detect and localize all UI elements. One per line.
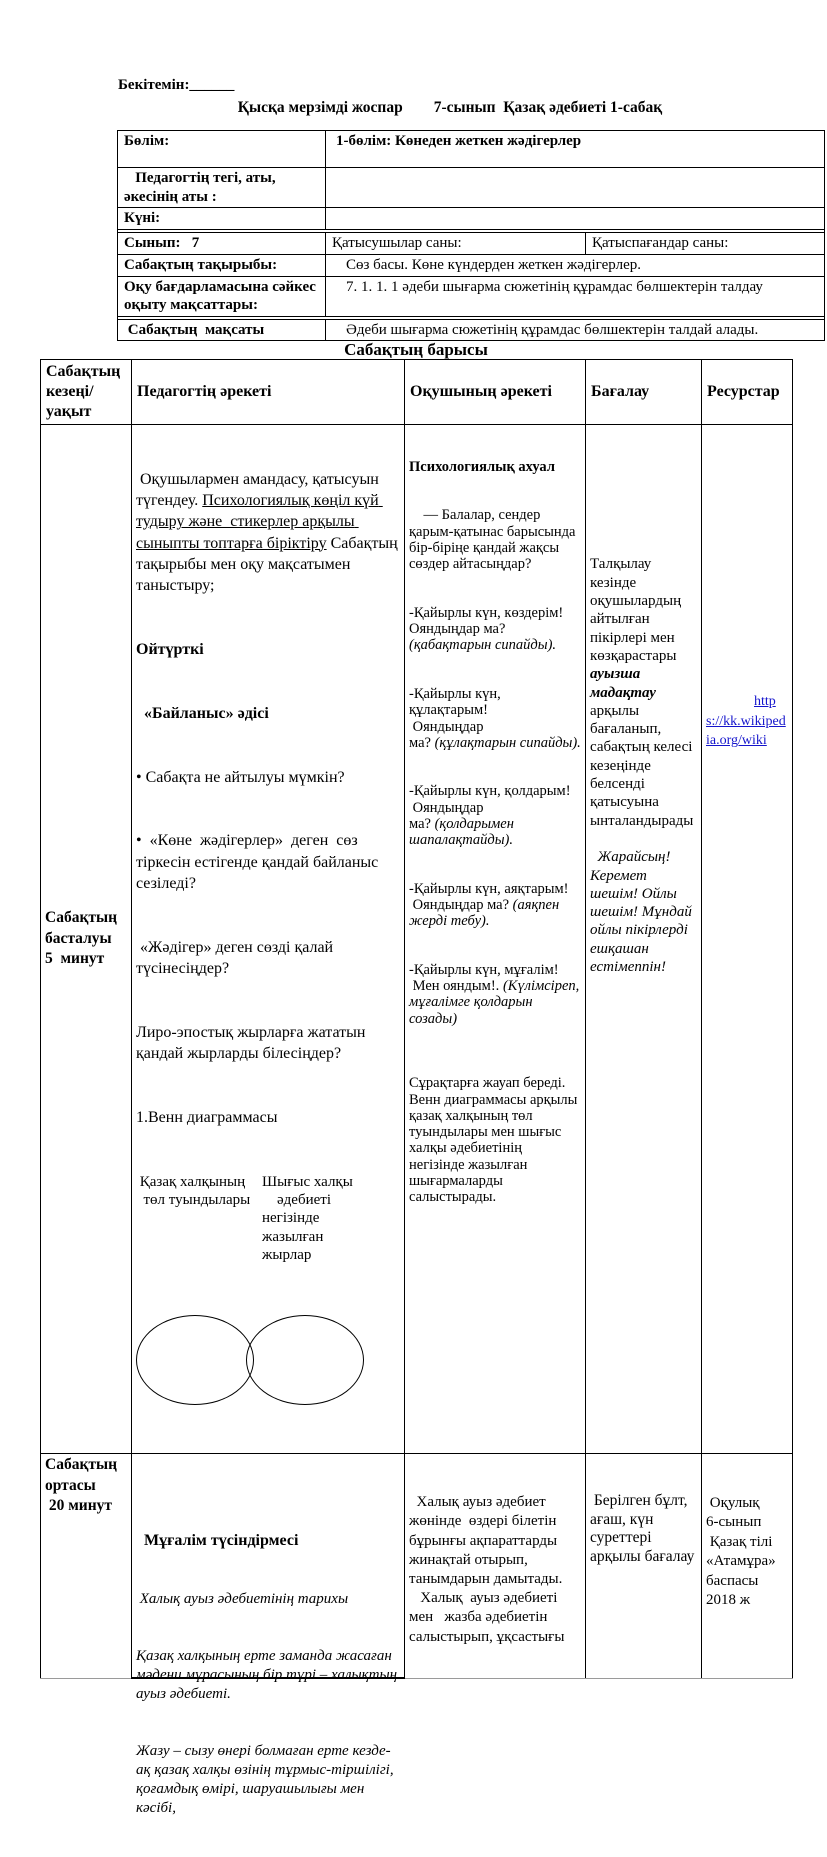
resources-cell-row1: [702, 425, 793, 1454]
oral-praise-emphasis: ауызша мадақтау: [590, 666, 656, 701]
assessment-cell-row1: Талқылау кезінде оқушылардың айтылған пікірлері мен көзқарастары ауызша мадақтау арқылы бағаланып, сабақтың келесі кезеңінде белсенді қатысуына ынталандырады Жарайсың! Керемет шешім! Ойлы шешім! Мұндай ойлы пікірлерді ешқашан естімеппін!: [586, 425, 702, 1454]
teacher-intro: Оқушылармен амандасу, қатысуын түгендеу. Психологиялық көңіл күй тудыру және стикерлер арқылы сыныпты топтарға біріктіру Сабақтың тақырыбы мен оқу мақсатымен таныстыру;: [136, 470, 402, 595]
info-value: Сөз басы. Көне күндерден жеткен жәдігерлер.: [326, 254, 825, 276]
info-value: Әдеби шығарма сюжетінің құрамдас бөлшектерін талдай алады.: [326, 319, 825, 341]
info-value-absentees: Қатыспағандар саны:: [586, 232, 825, 254]
question-4: Лиро-эпостық жырларға жататын қандай жырларды білесіңдер?: [136, 1023, 370, 1062]
question-1: • Сабақта не айтылуы мүмкін?: [136, 768, 345, 786]
lesson-header-row: [41, 360, 793, 425]
psych-heading: Психологиялық ахуал: [409, 458, 555, 475]
dialog-line-3: -Қайырлы күн, қолдарым! Ояндыңдар ма? (қолдарымен шапалақтайды).: [409, 783, 571, 849]
info-label: Сабақтың мақсаты: [118, 319, 326, 341]
info-row-teacher-name: [118, 168, 825, 208]
info-row-topic: [118, 254, 825, 276]
wiki-link[interactable]: https://kk.wikipedia.org/wiki: [706, 694, 786, 749]
student-intro: — Балалар, сендер қарым-қатынас барысында бір-біріңе қандай жақсы сөздер айтасыңдар?: [409, 507, 580, 573]
info-label: Күні:: [118, 208, 326, 230]
info-value: 7. 1. 1. 1 әдеби шығарма сюжетінің құрамдас бөлшектерін талдау: [326, 276, 825, 316]
venn-circle-left: [136, 1315, 254, 1405]
header-resources: Ресурстар: [702, 360, 793, 425]
info-value: 1-бөлім: Көнеден жеткен жәдігерлер: [326, 131, 825, 168]
info-row-date: [118, 208, 825, 230]
explanation-paragraph-1: Қазақ халқының ерте заманда жасаған мәдени мұрасының бір түрі – халықтың ауыз әдебиеті.: [136, 1648, 401, 1703]
info-value: [326, 168, 825, 208]
teacher-cell-row1: [132, 425, 405, 1454]
header-assessment: Бағалау: [586, 360, 702, 425]
stage-cell-row1: Сабақтың басталуы 5 минут: [41, 425, 132, 1454]
stage-cell-row2: Сабақтың ортасы 20 минут: [41, 1453, 132, 1678]
dialog-line-1: -Қайырлы күн, көздерім! Ояндыңдар ма? (қабақтарын сипайды).: [409, 604, 567, 654]
info-value: [326, 208, 825, 230]
approve-line: Бекітемін:______: [118, 77, 235, 93]
prompt-title: Ойтүрткі: [136, 640, 204, 658]
info-label: Оқу бағдарламасына сәйкес оқыту мақсаттары:: [118, 276, 326, 316]
info-table: [117, 130, 825, 341]
lesson-row-middle: [41, 1453, 793, 1678]
venn-label-right: Шығыс халқы әдебиеті негізінде жазылған жырлар: [262, 1173, 353, 1264]
venn-label-left: Қазақ халқының төл туындылары: [139, 1173, 251, 1209]
info-row-objectives: [118, 276, 825, 316]
dialog-line-2: -Қайырлы күн, құлақтарым! Ояндыңдар ма? (құлақтарын сипайды).: [409, 686, 581, 751]
header-teacher-action: Педагогтің әрекеті: [132, 360, 405, 425]
venn-circle-right: [246, 1315, 364, 1405]
info-value-attendees: Қатысушылар саны:: [326, 232, 586, 254]
header-student-action: Оқушының әрекеті: [405, 360, 586, 425]
method-title: «Байланыс» әдісі: [136, 704, 269, 722]
doc-title: Қысқа мерзімді жоспар 7-сынып Қазақ әдебиеті 1-сабақ: [237, 98, 663, 116]
info-label: Бөлім:: [118, 131, 326, 168]
teacher-explanation-heading: Мұғалім түсіндірмесі: [136, 1532, 299, 1550]
oral-literature-history-title: Халық ауыз әдебиетінің тарихы: [136, 1590, 349, 1607]
venn-labels: [136, 1173, 400, 1265]
student-summary: Сұрақтарға жауап береді. Венн диаграммасы арқылы қазақ халқының төл туындылары мен шығыс халқы әдебиетінің негізінде жазылған шығармаларды салыстырады.: [409, 1075, 582, 1206]
info-label: Сынып: 7: [118, 232, 326, 254]
info-row-goal: [118, 319, 825, 341]
lesson-flow-heading: Сабақтың барысы: [344, 340, 488, 360]
resources-cell-row2: Оқулық 6-сынып Қазақ тілі «Атамұра» баспасы 2018 ж: [702, 1453, 793, 1678]
explanation-paragraph-2: Жазу – сызу өнері болмаған ерте кезде-ақ қазақ халқы өзінің тұрмыс-тіршілігі, қоғамдық өмірі, шаруашылығы мен кәсібі,: [136, 1743, 398, 1817]
praise-phrases: Жарайсың! Керемет шешім! Ойлы шешім! Мұндай ойлы пікірлерді ешқашан естімеппін!: [590, 849, 696, 975]
question-2: • «Көне жәдігерлер» деген сөз тіркесін естігенде қандай байланыс сезіледі?: [136, 832, 383, 892]
assessment-cell-row2: Берілген бұлт, ағаш, күн суреттері арқылы бағалау: [586, 1453, 702, 1678]
info-label: Педагогтің тегі, аты, әкесінің аты :: [118, 168, 326, 208]
student-cell-row2: Халық ауыз әдебиет жөнінде өздері білетін бұрынғы ақпараттарды жинақтай отырып, танымдарын дамытады. Халық ауыз әдебиеті мен жазба әдебиетін салыстырып, ұқсастығы: [405, 1453, 586, 1678]
venn-title: 1.Венн диаграммасы: [136, 1108, 278, 1126]
lesson-table: [40, 359, 793, 1817]
dialog-line-5: -Қайырлы күн, мұғалім! Мен ояндым!. (Күлімсіреп, мұғалімге қолдарын созады): [409, 962, 583, 1027]
info-row-class: [118, 232, 825, 254]
info-row-bolim: [118, 131, 825, 168]
header-stage: Сабақтың кезеңі/ уақыт: [41, 360, 132, 425]
underlined-method-text: Психологиялық көңіл күй тудыру және стикерлер арқылы сыныпты топтарға біріктіру: [136, 492, 383, 552]
info-label: Сабақтың тақырыбы:: [118, 254, 326, 276]
teacher-cell-row2: [132, 1453, 405, 1817]
dialog-line-4: -Қайырлы күн, аяқтарым! Ояндыңдар ма? (аяқпен жерді тебу).: [409, 880, 569, 930]
lesson-row-start: [41, 425, 793, 1454]
question-3: «Жәдігер» деген сөзді қалай түсінесіңдер?: [136, 938, 338, 977]
student-cell-row1: [405, 425, 586, 1454]
venn-diagram: [136, 1313, 400, 1409]
